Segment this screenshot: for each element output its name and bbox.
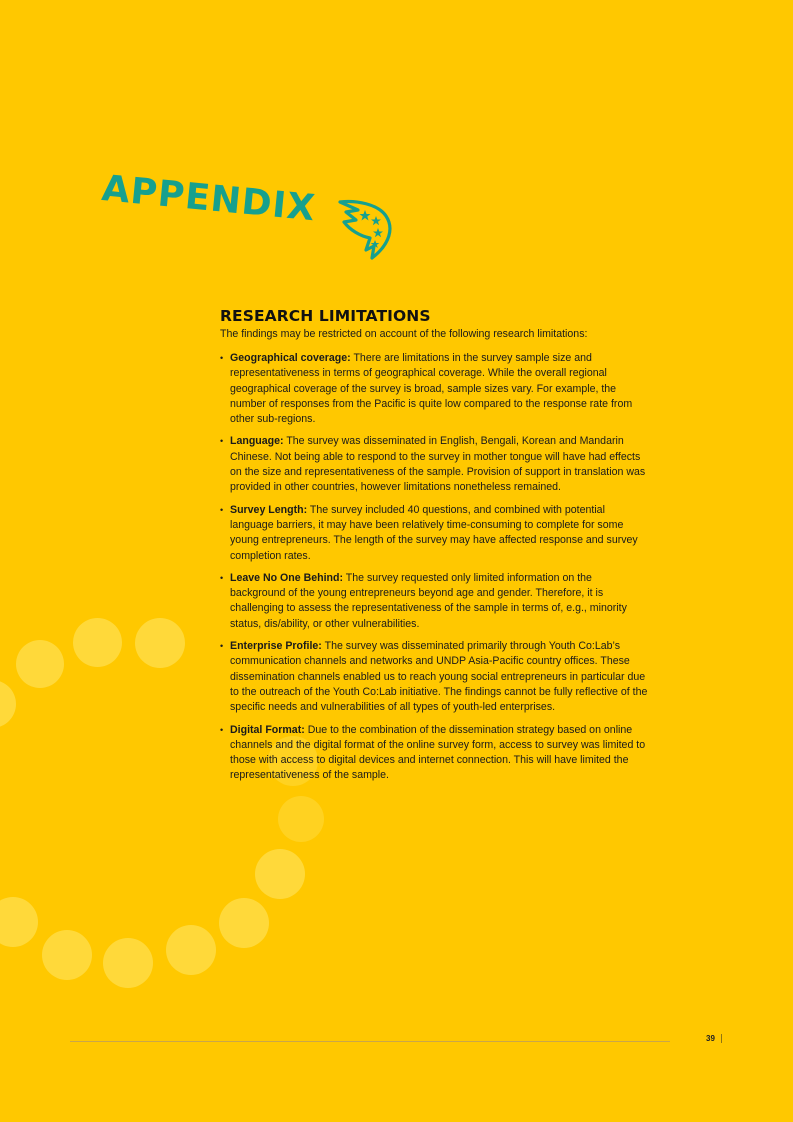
item-text: There are limitations in the survey sample size and representativeness in terms of geographical coverage. While the overall regional geographical coverage of the survey is broad, sample sizes vary. For example, the number of responses from the Pacific is quite low compared to the response rate from other sub-regions. bbox=[230, 352, 633, 426]
item-term: Survey Length: bbox=[230, 503, 308, 516]
research-limitations-section bbox=[220, 306, 650, 791]
decorative-dot bbox=[135, 618, 185, 668]
decorative-dot bbox=[73, 618, 122, 667]
list-item bbox=[220, 351, 650, 427]
decorative-dot bbox=[255, 849, 305, 899]
decorative-dot bbox=[219, 898, 269, 948]
item-term: Language: bbox=[230, 435, 284, 448]
list-item bbox=[220, 503, 650, 564]
item-text: The survey was disseminated in English, Bengali, Korean and Mandarin Chinese. Not being able to respond to the survey in mother tongue will have had effects on the size and representativeness of the sample. Provision of support in translation was provided in other countries, however limitations nonetheless remained. bbox=[230, 435, 646, 494]
list-item bbox=[220, 434, 650, 495]
comet-icon bbox=[334, 196, 396, 262]
item-text: The survey was disseminated primarily through Youth Co:Lab’s communication channels and networks and UNDP Asia-Pacific country offices. These dissemination channels enabled us to reach young social entrepreneurs in particular due to the outreach of the Youth Co:Lab initiative. The findings cannot be fully reflective of the specific needs and vulnerabilities of all types of youth-led enterprises. bbox=[230, 640, 648, 714]
page-number: 39 bbox=[706, 1034, 715, 1043]
item-term: Digital Format: bbox=[230, 723, 305, 736]
item-term: Leave No One Behind: bbox=[230, 571, 344, 584]
decorative-dot bbox=[16, 640, 64, 688]
list-item bbox=[220, 571, 650, 632]
decorative-dot bbox=[0, 680, 16, 728]
item-term: Enterprise Profile: bbox=[230, 640, 322, 653]
limitations-list bbox=[220, 351, 650, 784]
item-text: The survey included 40 questions, and combined with potential language barriers, it may have been relatively time-consuming to complete for some young entrepreneurs. The length of the survey may have affected response and survey completion rates. bbox=[230, 503, 638, 562]
decorative-dot bbox=[166, 925, 216, 975]
decorative-dot bbox=[0, 897, 38, 947]
page-number-divider bbox=[721, 1034, 722, 1043]
list-item bbox=[220, 723, 650, 784]
page-title: APPENDIX bbox=[100, 168, 318, 230]
section-intro: The findings may be restricted on account of the following research limitations: bbox=[220, 328, 588, 340]
decorative-dot bbox=[42, 930, 92, 980]
section-heading: RESEARCH LIMITATIONS bbox=[220, 307, 431, 325]
footer-divider bbox=[70, 1041, 670, 1042]
decorative-dot bbox=[278, 796, 324, 842]
item-text: Due to the combination of the dissemination strategy based on online channels and the digital format of the online survey form, access to survey was limited to those with access to digital devices and internet connection. This will have limited the representativeness of the sample. bbox=[230, 723, 646, 782]
list-item bbox=[220, 639, 650, 715]
decorative-dot bbox=[103, 938, 153, 988]
item-term: Geographical coverage: bbox=[230, 352, 351, 364]
item-text: The survey requested only limited information on the background of the young entrepreneurs beyond age and gender. Therefore, it is challenging to assess the representativeness of the sample in terms of, e.g., minority status, dis/ability, or other vulnerabilities. bbox=[230, 571, 627, 630]
